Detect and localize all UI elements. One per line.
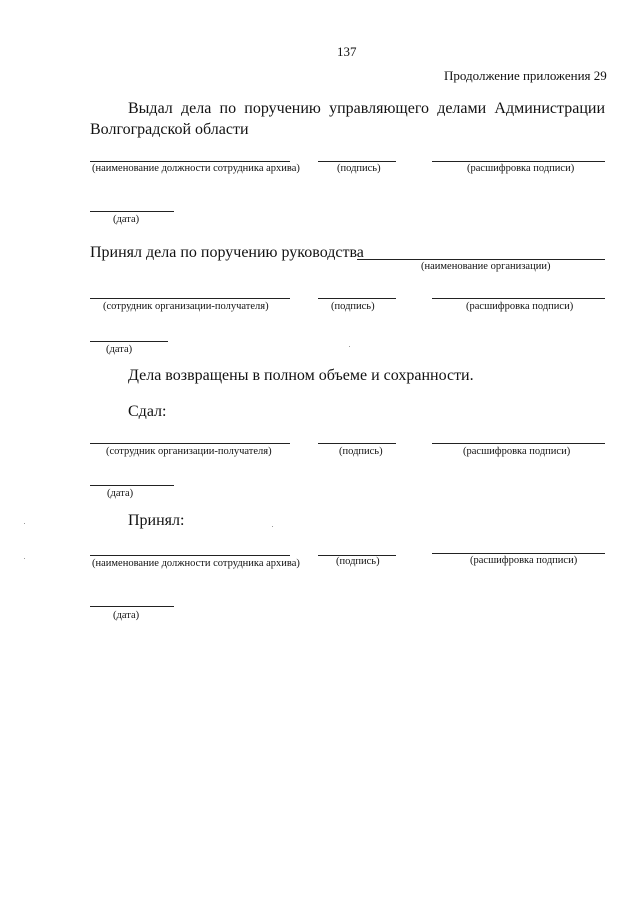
accepted-by-management-text: Принял дела по поручению руководства <box>90 244 364 261</box>
position-line <box>90 161 290 162</box>
signature-caption: (подпись) <box>336 556 380 567</box>
signature-line <box>318 443 396 444</box>
signature-caption: (подпись) <box>331 301 375 312</box>
decode-caption: (расшифровка подписи) <box>470 555 578 566</box>
date-line <box>90 606 174 607</box>
date-line <box>90 211 174 212</box>
decode-line <box>432 161 605 162</box>
page-number: 137 <box>337 44 357 59</box>
signature-line <box>318 161 396 162</box>
position-line <box>90 555 290 556</box>
date-line <box>90 341 168 342</box>
decode-caption: (расшифровка подписи) <box>467 163 575 174</box>
scan-speck <box>24 558 25 559</box>
decode-caption: (расшифровка подписи) <box>463 446 571 457</box>
scan-speck <box>272 526 273 527</box>
date-caption: (дата) <box>113 610 140 621</box>
organization-line <box>357 259 605 260</box>
returned-text: Дела возвращены в полном объеме и сохранности. <box>128 367 474 384</box>
scan-speck <box>349 346 350 347</box>
accepted-label: Принял: <box>128 512 185 529</box>
decode-line <box>432 298 605 299</box>
employee-line <box>90 298 290 299</box>
decode-line <box>432 553 605 554</box>
decode-line <box>432 443 605 444</box>
decode-caption: (расшифровка подписи) <box>466 301 574 312</box>
date-line <box>90 485 174 486</box>
handed-over-label: Сдал: <box>128 403 167 420</box>
issued-paragraph: Выдал дела по поручению управляющего делами Администрации Волгоградской области <box>90 100 605 138</box>
organization-caption: (наименование организации) <box>421 261 551 272</box>
employee-caption: (сотрудник организации-получателя) <box>106 446 272 457</box>
employee-caption: (сотрудник организации-получателя) <box>103 301 269 312</box>
date-caption: (дата) <box>113 214 140 225</box>
position-caption: (наименование должности сотрудника архива) <box>92 163 300 174</box>
signature-caption: (подпись) <box>337 163 381 174</box>
date-caption: (дата) <box>107 488 134 499</box>
scan-speck <box>24 523 25 524</box>
employee-line <box>90 443 290 444</box>
date-caption: (дата) <box>106 344 133 355</box>
appendix-note: Продолжение приложения 29 <box>444 68 607 83</box>
position-caption: (наименование должности сотрудника архива) <box>92 558 300 569</box>
signature-line <box>318 298 396 299</box>
signature-caption: (подпись) <box>339 446 383 457</box>
